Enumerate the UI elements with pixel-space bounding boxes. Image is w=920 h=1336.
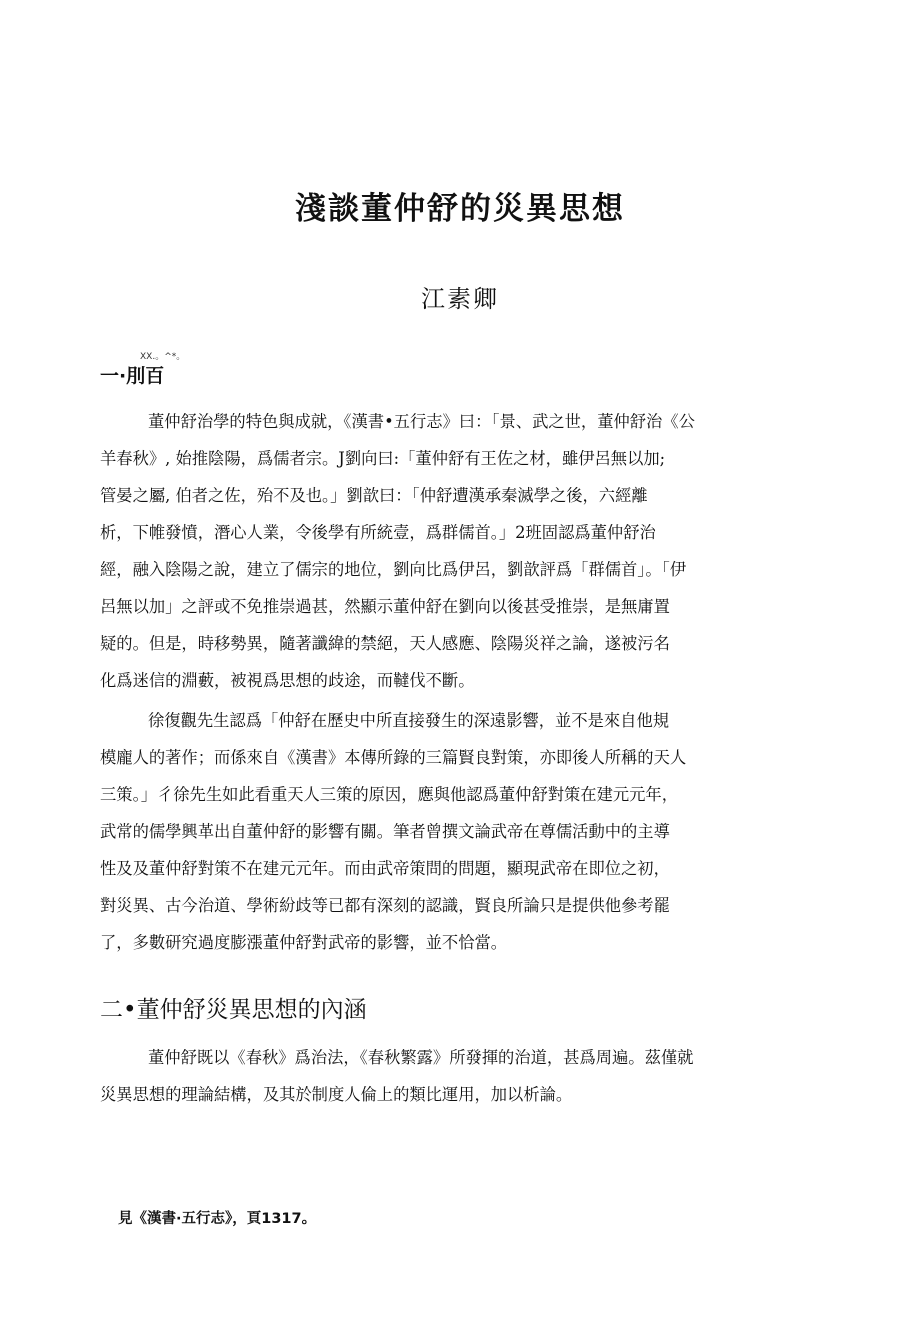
article-title: 淺談董仲舒的災異思想 [295,191,625,227]
paragraph-3 [100,1039,693,1113]
paragraph-line: 徐復觀先生認爲「仲舒在歷史中所直接發生的深遠影響，並不是來自他規 [148,711,670,730]
paragraph-line: 董仲舒治學的特色與成就，《漢書•五行志》曰：「景、武之世，董仲舒治《公 [148,412,695,431]
section-heading-1: 一·刖百 [100,365,165,387]
paragraph-line: 模龐人的著作；而係來自《漢書》本傳所錄的三篇賢良對策，亦即後人所稱的天人 [100,748,687,767]
scan-artifact: XX.。^*。 [140,352,186,362]
paragraph-line: 災異思想的理論結構，及其於制度人倫上的類比運用，加以析論。 [100,1085,573,1104]
paragraph-1 [100,403,695,699]
paragraph-2 [100,702,686,961]
paragraph-line: 對災異、古今治道、學術紛歧等已都有深刻的認識，賢良所論只是提供他參考罷 [100,896,670,915]
paragraph-line: 董仲舒既以《春秋》爲治法，《春秋繁露》所發揮的治道，甚爲周遍。茲僅就 [148,1048,694,1067]
author-name: 江素卿 [421,285,499,313]
paragraph-line: 了，多數研究過度膨漲董仲舒對武帝的影響，並不恰當。 [100,933,508,952]
paragraph-line: 析，下帷發憤，潛心人業，令後學有所統壹，爲群儒首。」2班固認爲董仲舒治 [100,523,656,542]
paragraph-line: 三策。」彳徐先生如此看重天人三策的原因，應與他認爲董仲舒對策在建元元年， [100,785,678,804]
paragraph-line: 羊春秋》, 始推陰陽，爲儒者宗。J劉向曰:「董仲舒有王佐之材，雖伊呂無以加; [100,449,666,468]
paragraph-line: 疑的。但是，時移勢異，隨著讖緯的禁絕，天人感應、陰陽災祥之論，遂被污名 [100,634,670,653]
paragraph-line: 化爲迷信的淵藪，被視爲思想的歧途，而韃伐不斷。 [100,671,475,690]
footnote: 見《漢書·五行志》，頁1317。 [118,1211,317,1227]
paragraph-line: 武常的儒學興革出自董仲舒的影響有關。筆者曾撰文論武帝在尊儒活動中的主導 [100,822,670,841]
paragraph-line: 呂無以加」之評或不免推崇過甚，然顯示董仲舒在劉向以後甚受推崇，是無庸置 [100,597,670,616]
section-heading-2: 二•董仲舒災異思想的內涵 [100,997,367,1023]
paragraph-line: 管晏之屬, 伯者之佐，殆不及也。」劉歆曰：「仲舒遭漢承秦滅學之後，六經離 [100,486,648,505]
paragraph-line: 性及及董仲舒對策不在建元元年。而由武帝策問的問題，顯現武帝在即位之初， [100,859,670,878]
paragraph-line: 經，融入陰陽之說，建立了儒宗的地位，劉向比爲伊呂，劉歆評爲「群儒首」。「伊 [100,560,687,579]
